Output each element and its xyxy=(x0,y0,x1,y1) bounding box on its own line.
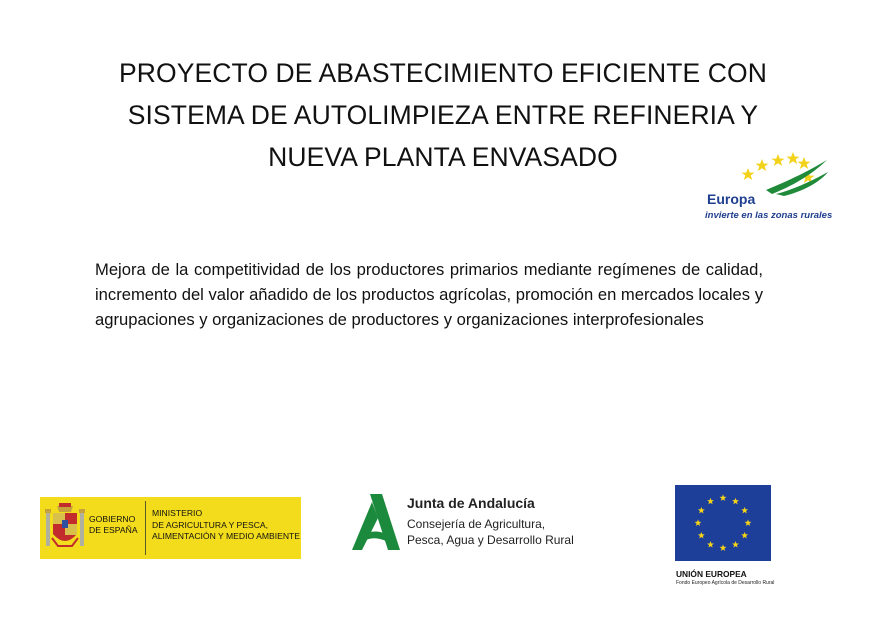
divider xyxy=(145,501,146,555)
europa-rural-logo xyxy=(700,146,833,228)
title-line: PROYECTO DE ABASTECIMIENTO EFICIENTE CON xyxy=(119,58,767,88)
gobierno-line: GOBIERNO xyxy=(89,514,136,524)
eu-flag-icon xyxy=(675,485,771,561)
coat-of-arms-icon xyxy=(44,502,86,554)
junta-dept-line: Pesca, Agua y Desarrollo Rural xyxy=(407,533,574,547)
stars-and-swoosh-icon xyxy=(700,146,830,196)
ministerio-line: DE AGRICULTURA Y PESCA, xyxy=(152,519,269,530)
junta-name: Junta de Andalucía xyxy=(407,495,535,511)
europa-word: Europa xyxy=(707,191,756,207)
title-line: NUEVA PLANTA ENVASADO xyxy=(268,142,618,172)
eu-name: UNIÓN EUROPEA xyxy=(676,569,747,579)
measure-description: Mejora de la competitividad de los productores primarios mediante regímenes de calidad, incremento del valor añadido de los productos agrícolas, promoción en mercados locales y agrupaciones y organizaciones de productores y organizaciones interprofesionales xyxy=(95,260,763,329)
title-line: SISTEMA DE AUTOLIMPIEZA ENTRE REFINERIA Y xyxy=(127,100,759,130)
junta-department xyxy=(407,516,574,548)
union-europea-logo xyxy=(673,485,773,590)
junta-a-mark-icon xyxy=(350,492,402,552)
junta-andalucia-logo xyxy=(350,492,580,552)
ministerio-line: MINISTERIO xyxy=(152,508,203,518)
ministerio-label xyxy=(152,508,300,543)
gobierno-label xyxy=(89,514,138,536)
ministerio-line: ALIMENTACIÓN Y MEDIO AMBIENTE xyxy=(152,531,301,541)
europa-tagline: invierte en las zonas rurales xyxy=(705,210,833,221)
gobierno-line: DE ESPAÑA xyxy=(89,525,138,535)
junta-dept-line: Consejería de Agricultura, xyxy=(407,517,546,531)
eu-fund-name: Fondo Europeo Agrícola de Desarrollo Rural xyxy=(676,580,775,586)
gobierno-espana-logo xyxy=(40,497,301,559)
